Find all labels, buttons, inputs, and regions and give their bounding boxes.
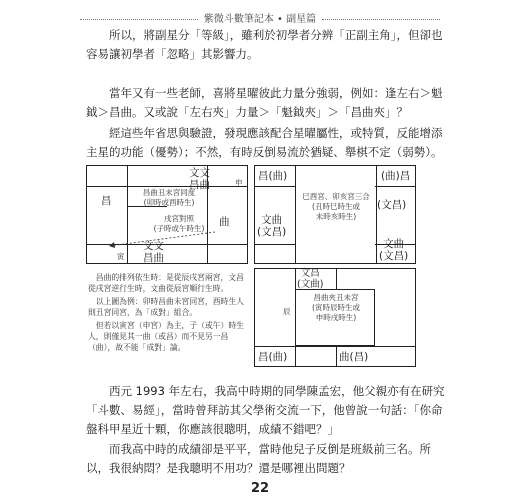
note-1: 昌曲的排列依生時：是從辰戌宮兩宮，文昌從戌宮逆行生時，文曲從辰宮順行生時。: [88, 273, 244, 293]
chart-2-top-right: (曲)昌: [381, 170, 411, 182]
chart-1-left-chang: 昌: [101, 195, 112, 207]
chart-2-mid-left: 文曲 (文昌): [257, 214, 287, 238]
header-title: 紫微斗數筆記本 • 副星篇: [203, 14, 317, 25]
chart-1: [86, 165, 248, 264]
header-rule-left: [80, 19, 198, 20]
chart-2-top-left: 昌(曲): [258, 170, 288, 182]
paragraph-5: 而我高中時的成績卻是平平，當時他兒子反倒是班級前三名。所以，我很納悶？是我聰明不用功？還是哪裡出問題？: [86, 442, 431, 475]
paragraph-2: 當年又有一些老師，喜將星曜彼此力量分強弱，例如：逢左右＞魁鉞＞昌曲。又或說「左右夾」力量＞「魁鉞夾」＞「昌曲夾」？: [86, 86, 443, 119]
chart-1-arrow: [87, 166, 247, 263]
header-rule-right: [322, 19, 440, 20]
chart-2-line-bl: [255, 244, 295, 245]
chart-1-right-qu: 曲: [219, 216, 230, 228]
chart-2-line-tr: [375, 186, 415, 187]
chart-3: [254, 268, 416, 367]
chart-2-center: 巳酉宮、卯亥宮三合 (丑時巳時生或 未時亥時生): [302, 192, 370, 221]
chart-1-bot-changqu: 文文 昌曲: [143, 240, 164, 264]
paragraph-4: 西元 1993 年左右，我高中時期的同學陳孟宏，他父親亦有在研究「斗數、易經」，當時曾拜訪其父學術交流一下，他曾說一句話：「你命盤科甲星近十顆，你應該很聰明，成績不錯吧？」: [86, 384, 445, 436]
chart-3-top: 文昌 (文曲): [297, 268, 324, 290]
chart-1-yin: 寅: [117, 252, 125, 261]
page-header: [0, 10, 520, 25]
chart-1-chouwei: 昌曲丑未宮同度 (卯時或酉時生): [142, 188, 196, 207]
paragraph-1: 所以，將副星分「等級」，雖利於初學者分辨「正副主角」，但卻也容易讓初學者「忽略」其影響力。: [86, 28, 443, 61]
chart-3-bot-mid: 曲(昌): [339, 351, 369, 363]
chart-1-top-wenqu: 文文 昌曲: [189, 167, 210, 191]
note-3: 但若以寅宮（申宮）為主，子（或午）時生人，則僅見其一曲（或昌）而不見另一昌（曲），故不能「成對」論。: [88, 321, 244, 352]
chart-2-bot-right: 文曲 (文昌): [379, 238, 409, 262]
chart-2-line-tl: [255, 186, 295, 187]
chart-2: [254, 165, 416, 264]
chart-3-bot-cell: [295, 346, 337, 366]
paragraph-3: 經這些年省思與驗證，發現應該配合星曜屬性，或特質，反能增添主星的功能（優勢）；不然，有時反倒易流於猶疑、舉棋不定（弱勢）。: [86, 126, 443, 159]
chart-2-mid-right: (文昌): [377, 199, 407, 211]
notes-block: [88, 272, 248, 353]
note-2: 以上圖為例：卯時昌曲未宮同宮，酉時生人則丑宮同宮，為「成對」組合。: [88, 297, 244, 317]
chart-1-xuchen: 戌宮對照 (子時或午時生): [153, 214, 205, 233]
chart-3-chen: 辰: [283, 307, 291, 316]
chart-3-bot-left: 昌(曲): [258, 351, 288, 363]
chart-1-shen: 申: [235, 178, 243, 187]
page-number: 22: [250, 481, 270, 496]
chart-3-center: 昌曲夾丑未宮 (寅時辰時生或 申時戌時生): [312, 293, 360, 322]
